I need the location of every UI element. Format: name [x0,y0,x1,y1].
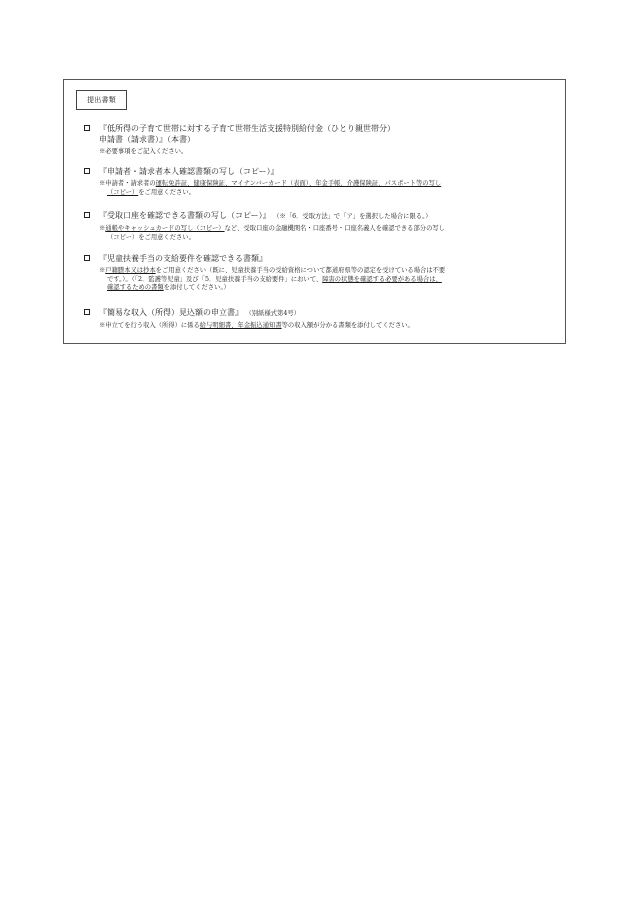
item-note [84,148,554,157]
item-note [84,267,554,293]
item-title: 『申請者・請求者本人確認書類の写し（コピー）』 [99,167,279,176]
document-item-bank-account [84,210,554,242]
note-text: を添付してください。） [163,284,230,292]
item-reference: （別紙様式第4号） [245,310,300,317]
document-item-id-copy [84,166,554,197]
note-text: をご用意ください（既に、児童扶養手当の受給資格について都道府県等の認定を受けている場合は不要 [155,267,446,274]
item-heading [84,253,554,264]
note-underlined: 確認するための書類 [107,284,164,292]
item-heading [84,307,554,319]
checkbox[interactable] [84,212,90,218]
note-underlined: 戸籍謄本又は抄本 [105,267,156,274]
note-text: など、受取口座の金融機関名・口座番号・口座名義人を確認できる部分の写し [224,225,445,232]
note-text: をご用意ください。 [138,188,195,196]
item-heading [84,210,554,222]
note-text: 等の収入額が分かる書類を添付してください。 [281,322,414,329]
item-title: 『児童扶養手当の支給要件を確認できる書類』 [99,254,267,263]
document-item-income-declaration [84,307,554,331]
checkbox[interactable] [84,125,90,131]
item-title: 『低所得の子育て世帯に対する子育て世帯生活支援特別給付金（ひとり親世帯分） [99,124,395,133]
note-text: ※必要事項をご記入ください。 [99,148,188,155]
item-note [84,180,554,197]
note-underlined: （コピー） [107,188,139,196]
item-title: 『簡易な収入（所得）見込額の申立書』 [99,308,243,317]
document-item-eligibility [84,253,554,293]
note-text: です。）。（「2．監護等児童」及び「5．児童扶養手当の支給要件」において、 [107,275,323,283]
item-title-continued: 申請書（請求書）』（本書） [99,135,195,144]
item-note: ※通帳やキャッシュカードの写し（コピー）など、受取口座の金融機関名・口座番号・口座名義人を確認できる部分の写し （コピー）をご用意ください。 [84,225,554,242]
item-heading [84,166,554,177]
note-text: ※申請者・請求者の [99,180,156,187]
item-note [84,322,554,331]
note-underlined: 障害の状態を確認する必要がある場合は、 [322,275,442,283]
note-underlined: 通帳やキャッシュカードの写し（コピー） [105,225,225,232]
section-label: 提出書類 [76,90,127,110]
checkbox[interactable] [84,309,90,315]
submission-documents-box [63,79,566,344]
item-reference: （※「6．受取方法」で「ア」を選択した場合に限る。） [273,213,432,220]
note-underlined: 運転免許証、健康保険証、マイナンバーカード（表面）、年金手帳、介護保険証、パスポート等の写し [155,180,442,187]
item-heading [84,123,554,134]
item-heading-line2 [84,134,554,145]
note-text: ※ [99,267,106,274]
document-item-application [84,123,554,157]
note-continued: （コピー）をご用意ください。 [107,233,195,241]
note-underlined: 給与明細書、年金振込通知書 [199,322,282,329]
item-title: 『受取口座を確認できる書類の写し（コピー）』 [99,211,271,220]
checkbox[interactable] [84,168,90,174]
note-text: ※申立てを行う収入（所得）に係る [99,322,200,329]
checkbox[interactable] [84,255,90,261]
